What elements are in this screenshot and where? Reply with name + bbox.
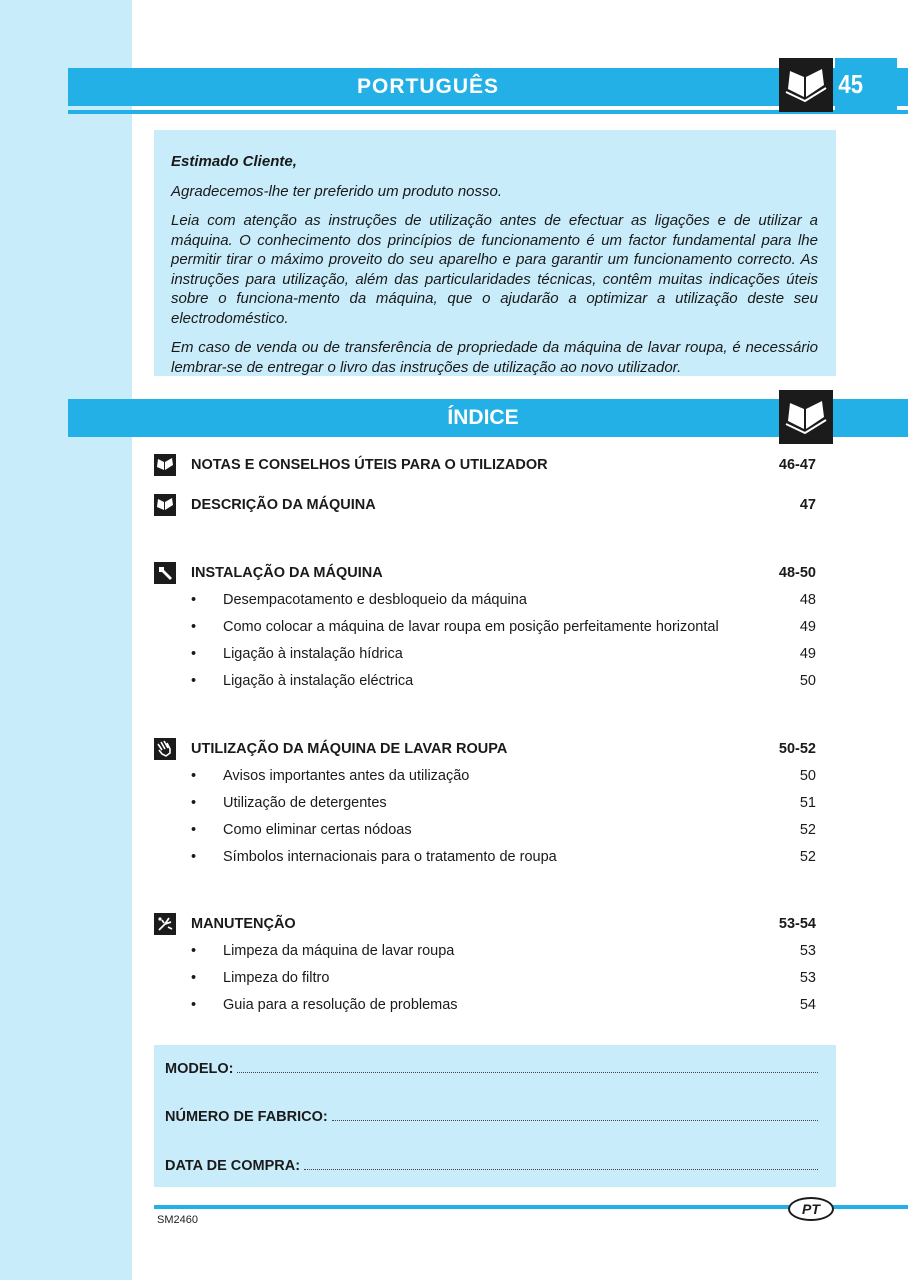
toc-section-label: DESCRIÇÃO DA MÁQUINA	[191, 497, 376, 513]
bullet-icon: •	[191, 795, 197, 811]
serial-dotted-line[interactable]	[332, 1119, 818, 1121]
bullet-icon: •	[191, 997, 197, 1013]
toc-item-label: Como colocar a máquina de lavar roupa em posição perfeitamente horizontal	[223, 619, 719, 635]
toc-item-label: Guia para a resolução de problemas	[223, 997, 458, 1013]
intro-greeting: Estimado Cliente,	[171, 153, 297, 170]
toc-section[interactable]	[154, 562, 816, 584]
bullet-icon: •	[191, 849, 197, 865]
toc-item[interactable]	[154, 765, 816, 787]
toc-section-pages: 50-52	[778, 741, 816, 757]
intro-panel	[154, 130, 836, 376]
language-badge: PT	[788, 1197, 834, 1221]
hand-icon	[154, 738, 176, 760]
toc-section[interactable]	[154, 913, 816, 935]
toc-section-label: MANUTENÇÃO	[191, 916, 296, 932]
toc-item-page: 51	[799, 795, 816, 811]
bullet-icon: •	[191, 822, 197, 838]
intro-paragraph: Leia com atenção as instruções de utilização antes de efectuar as ligações e de utilizar a máquina. O conhecimento dos princípios de funcionamento é um factor fundamental para lhe permitir tirar o máximo proveito do seu aparelho e para garantir um funcionamento correcto. As instruções para utilização, além das particularidades técnicas, contêm muitas indicações úteis sobre o funciona-mento da máquina, que o ajudarão a optimizar a utilização deste seu electrodoméstico.	[171, 212, 818, 327]
toc-item-label: Limpeza da máquina de lavar roupa	[223, 943, 455, 959]
bullet-icon: •	[191, 646, 197, 662]
model-label: MODELO:	[165, 1061, 234, 1077]
bullet-icon: •	[191, 970, 197, 986]
language-title: PORTUGUÊS	[356, 75, 499, 98]
toc-item-label: Ligação à instalação eléctrica	[223, 673, 414, 689]
serial-label: NÚMERO DE FABRICO:	[165, 1109, 328, 1125]
toc-section-label: INSTALAÇÃO DA MÁQUINA	[191, 565, 383, 581]
toc-item-page: 48	[799, 592, 816, 608]
bullet-icon: •	[191, 768, 197, 784]
toc-item-page: 50	[799, 768, 816, 784]
toc-section[interactable]	[154, 494, 816, 516]
toc-item-label: Símbolos internacionais para o tratamento de roupa	[223, 849, 557, 865]
toc-item-page: 53	[799, 943, 816, 959]
toc-item-label: Desempacotamento e desbloqueio da máquina	[223, 592, 527, 608]
toc-item[interactable]	[154, 643, 816, 665]
model-field[interactable]	[165, 1055, 818, 1077]
book-icon	[779, 58, 833, 112]
toc-item-label: Utilização de detergentes	[223, 795, 387, 811]
product-info-panel	[154, 1045, 836, 1187]
bullet-icon: •	[191, 673, 197, 689]
toc-item-page: 52	[799, 849, 816, 865]
toc-section-label: NOTAS E CONSELHOS ÚTEIS PARA O UTILIZADOR	[191, 457, 548, 473]
toc-item-label: Como eliminar certas nódoas	[223, 822, 412, 838]
toc-item[interactable]	[154, 846, 816, 868]
maintenance-icon	[154, 913, 176, 935]
model-dotted-line[interactable]	[237, 1071, 818, 1073]
toc-item[interactable]	[154, 967, 816, 989]
toc-section-pages: 53-54	[778, 916, 816, 932]
toc-item-page: 50	[799, 673, 816, 689]
toc-item-page: 49	[799, 619, 816, 635]
toc-item-label: Ligação à instalação hídrica	[223, 646, 403, 662]
toc-item[interactable]	[154, 940, 816, 962]
toc-item[interactable]	[154, 819, 816, 841]
toc-section[interactable]	[154, 738, 816, 760]
intro-paragraph: Em caso de venda ou de transferência de propriedade da máquina de lavar roupa, é necessário lembrar-se de entregar o livro das instruções de utilização ao novo utilizador.	[171, 339, 818, 376]
bullet-icon: •	[191, 943, 197, 959]
page-number: 45	[835, 58, 897, 110]
purchase-date-field[interactable]	[165, 1152, 818, 1174]
book-icon	[154, 494, 176, 516]
toc-item-label: Limpeza do filtro	[223, 970, 330, 986]
book-icon	[779, 390, 833, 444]
toc-item-page: 52	[799, 822, 816, 838]
left-margin-strip	[0, 0, 132, 1280]
toc-item-page: 54	[799, 997, 816, 1013]
serial-field[interactable]	[165, 1103, 818, 1125]
document-code: SM2460	[157, 1214, 198, 1226]
purchase-date-dotted-line[interactable]	[304, 1168, 818, 1170]
wrench-icon	[154, 562, 176, 584]
intro-paragraph: Agradecemos-lhe ter preferido um produto nosso.	[171, 182, 503, 200]
toc-item[interactable]	[154, 792, 816, 814]
toc-section-pages: 47	[799, 497, 816, 513]
bullet-icon: •	[191, 592, 197, 608]
bullet-icon: •	[191, 619, 197, 635]
toc-item[interactable]	[154, 994, 816, 1016]
toc-item[interactable]	[154, 670, 816, 692]
index-title: ÍNDICE	[447, 406, 519, 429]
toc-section-pages: 46-47	[778, 457, 816, 473]
toc-item-label: Avisos importantes antes da utilização	[223, 768, 470, 784]
toc-item-page: 53	[799, 970, 816, 986]
toc-item-page: 49	[799, 646, 816, 662]
toc-section-label: UTILIZAÇÃO DA MÁQUINA DE LAVAR ROUPA	[191, 741, 508, 757]
purchase-date-label: DATA DE COMPRA:	[165, 1158, 301, 1174]
toc-section-pages: 48-50	[778, 565, 816, 581]
book-icon	[154, 454, 176, 476]
toc-item[interactable]	[154, 616, 816, 638]
toc-item[interactable]	[154, 589, 816, 611]
toc-section[interactable]	[154, 454, 816, 476]
